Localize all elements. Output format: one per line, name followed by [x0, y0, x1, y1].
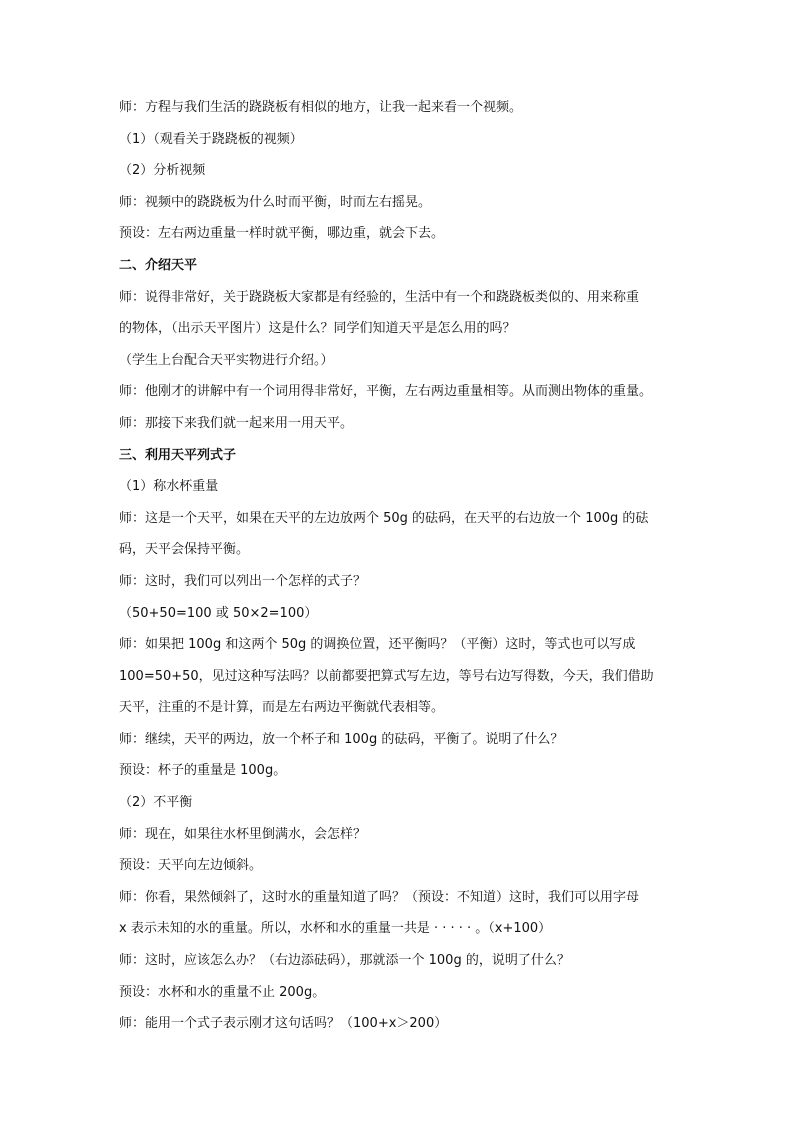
document-page [119, 98, 689, 1046]
paragraph: 师：说得非常好，关于跷跷板大家都是有经验的，生活中有一个和跷跷板类似的、用来称重 [119, 289, 640, 305]
paragraph: 码，天平会保持平衡。 [119, 542, 250, 558]
paragraph: （1）（观看关于跷跷板的视频） [119, 131, 303, 147]
paragraph: x 表示未知的水的重量。所以，水杯和水的重量一共是 · · · · · 。（x+100） [119, 921, 552, 937]
paragraph: （50+50=100 或 50×2=100） [119, 605, 318, 621]
paragraph: （2）分析视频 [119, 163, 206, 179]
paragraph: （2）不平衡 [119, 795, 193, 811]
paragraph: 师：那接下来我们就一起来用一用天平。 [119, 415, 354, 431]
paragraph: 师：他刚才的讲解中有一个词用得非常好，平衡，左右两边重量相等。从而测出物体的重量。 [119, 384, 653, 400]
paragraph: 100=50+50，见过这种写法吗？以前都要把算式写左边，等号右边写得数，今天，我们借助 [119, 668, 654, 684]
paragraph: 预设：左右两边重量一样时就平衡，哪边重，就会下去。 [119, 226, 445, 242]
section-heading: 三、利用天平列式子 [119, 447, 237, 463]
paragraph: 师：能用一个式子表示刚才这句话吗？（100+x＞200） [119, 1016, 448, 1032]
paragraph: 师：这是一个天平，如果在天平的左边放两个 50g 的砝码，在天平的右边放一个 100g 的砝 [119, 510, 649, 526]
paragraph: 天平，注重的不是计算，而是左右两边平衡就代表相等。 [119, 700, 445, 716]
paragraph: 师：这时，我们可以列出一个怎样的式子？ [119, 573, 367, 589]
paragraph: 师：现在，如果往水杯里倒满水，会怎样？ [119, 826, 367, 842]
paragraph: （学生上台配合天平实物进行介绍。） [119, 352, 334, 368]
paragraph: 预设：水杯和水的重量不止 200g。 [119, 984, 326, 1000]
paragraph: 预设：天平向左边倾斜。 [119, 858, 263, 874]
paragraph: 师：如果把 100g 和这两个 50g 的调换位置，还平衡吗？（平衡）这时，等式也可以写成 [119, 637, 636, 653]
paragraph: （1）称水杯重量 [119, 479, 219, 495]
section-heading: 二、介绍天平 [119, 257, 198, 273]
paragraph: 的物体，（出示天平图片）这是什么？同学们知道天平是怎么用的吗？ [119, 321, 516, 337]
paragraph: 预设：杯子的重量是 100g。 [119, 763, 287, 779]
paragraph: 师：你看，果然倾斜了，这时水的重量知道了吗？（预设：不知道）这时，我们可以用字母 [119, 889, 640, 905]
paragraph: 师：视频中的跷跷板为什么时而平衡，时而左右摇晃。 [119, 194, 432, 210]
paragraph: 师：方程与我们生活的跷跷板有相似的地方，让我一起来看一个视频。 [119, 100, 523, 115]
paragraph: 师：这时，应该怎么办？（右边添砝码），那就添一个 100g 的，说明了什么？ [119, 953, 570, 969]
paragraph: 师：继续，天平的两边，放一个杯子和 100g 的砝码，平衡了。说明了什么？ [119, 731, 564, 747]
